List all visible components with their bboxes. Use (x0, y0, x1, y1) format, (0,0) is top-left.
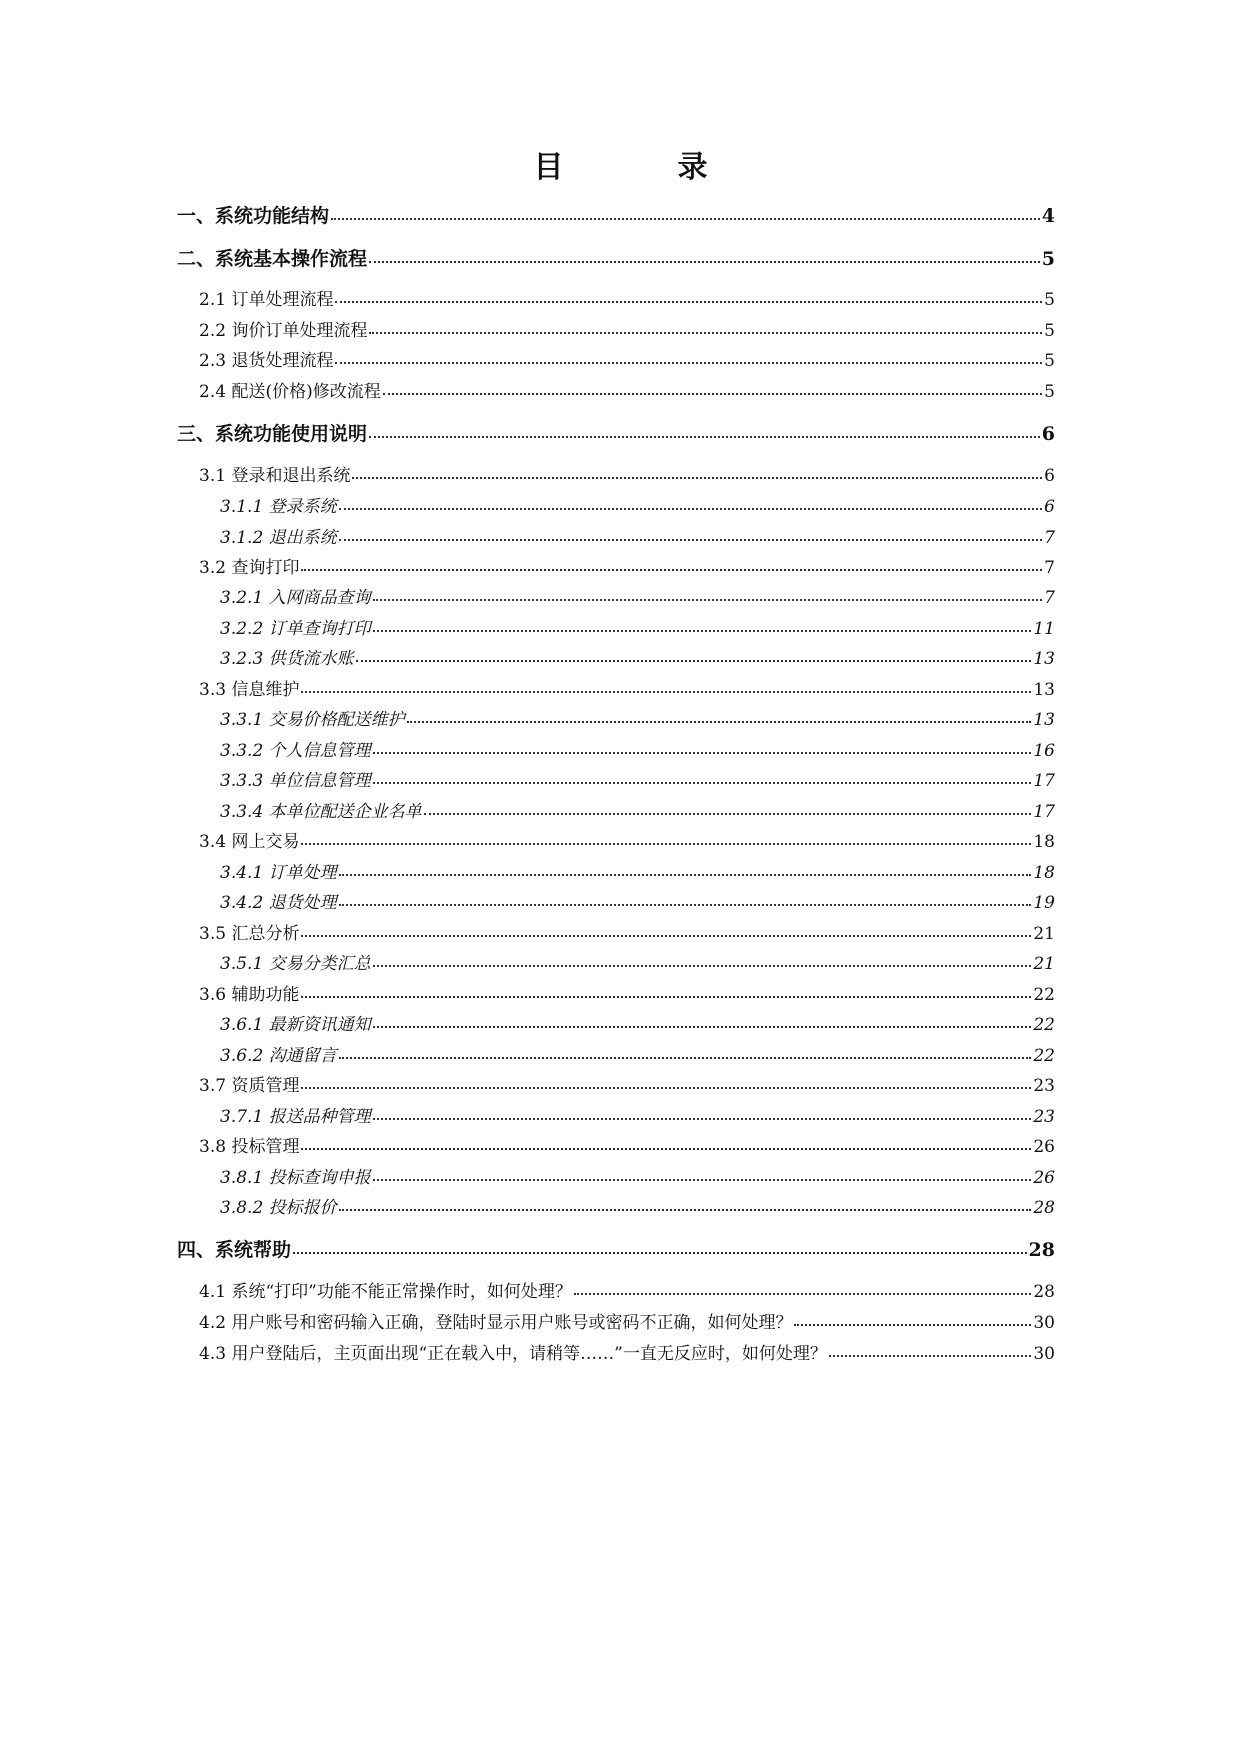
dot-leader (373, 1166, 1032, 1183)
toc-entry-page-number: 21 (1033, 924, 1055, 944)
toc-entry-label: 四、系统帮助 (177, 1239, 292, 1261)
toc-entry-label: 3.4 网上交易 (199, 832, 300, 852)
toc-entry-page-number: 22 (1033, 1046, 1055, 1066)
toc-entry-label: 3.1.1 登录系统 (220, 497, 337, 517)
toc-entry[interactable] (199, 286, 1055, 314)
toc-entry[interactable] (220, 767, 1055, 795)
toc-entry-page-number: 23 (1033, 1107, 1055, 1127)
toc-entry-label: 3.3.3 单位信息管理 (220, 771, 371, 791)
toc-entry-page-number: 6 (1044, 466, 1055, 486)
toc-entry-label: 3.4.2 退货处理 (220, 893, 337, 913)
toc-entry-label: 2.1 订单处理流程 (199, 290, 334, 310)
dot-leader (339, 526, 1043, 543)
toc-entry[interactable] (220, 584, 1055, 612)
dot-leader (829, 1342, 1032, 1359)
toc-entry[interactable] (220, 524, 1055, 552)
dot-leader (339, 861, 1032, 878)
dot-leader (352, 464, 1042, 481)
toc-entry-label: 3.8.1 投标查询申报 (220, 1168, 371, 1188)
toc-entry-page-number: 18 (1033, 832, 1055, 852)
toc-entry-page-number: 21 (1033, 954, 1055, 974)
toc-entry[interactable] (220, 798, 1055, 826)
toc-entry[interactable] (220, 1164, 1055, 1192)
toc-entry-label: 3.2.1 入网商品查询 (220, 588, 371, 608)
toc-entry-page-number: 5 (1044, 382, 1055, 402)
toc-entry[interactable] (220, 1011, 1055, 1039)
dot-leader (373, 586, 1043, 603)
dot-leader (301, 1135, 1031, 1152)
dot-leader (301, 922, 1031, 939)
toc-entry[interactable] (220, 1042, 1055, 1070)
toc-entry-page-number: 28 (1033, 1282, 1055, 1302)
toc-entry-page-number: 13 (1033, 649, 1055, 669)
toc-entry-page-number: 5 (1041, 248, 1055, 270)
toc-entry[interactable] (220, 706, 1055, 734)
dot-leader (369, 319, 1042, 336)
toc-entry-label: 2.3 退货处理流程 (199, 351, 334, 371)
toc-entry[interactable] (220, 737, 1055, 765)
toc-entry-label: 3.6.1 最新资讯通知 (220, 1015, 371, 1035)
dot-leader (369, 421, 1040, 440)
toc-entry-page-number: 7 (1044, 528, 1055, 548)
toc-entry[interactable] (220, 950, 1055, 978)
toc-entry-page-number: 5 (1044, 351, 1055, 371)
toc-entry-label: 一、系统功能结构 (177, 205, 330, 227)
toc-entry-page-number: 30 (1033, 1313, 1055, 1333)
toc-entry-page-number: 19 (1033, 893, 1055, 913)
toc-entry-page-number: 7 (1044, 558, 1055, 578)
toc-entry-label: 4.3 用户登陆后，主页面出现“正在载入中，请稍等……”一直无反应时，如何处理？ (199, 1344, 827, 1364)
dot-leader (331, 203, 1040, 222)
toc-entry-label: 3.2.2 订单查询打印 (220, 619, 371, 639)
toc-entry[interactable] (220, 1194, 1055, 1222)
toc-entry[interactable] (199, 554, 1055, 582)
dot-leader (574, 1280, 1032, 1297)
toc-entry-page-number: 13 (1033, 680, 1055, 700)
toc-entry-label: 3.1.2 退出系统 (220, 528, 337, 548)
toc-entry-label: 3.7.1 报送品种管理 (220, 1107, 371, 1127)
dot-leader (407, 708, 1032, 725)
toc-entry[interactable] (199, 1309, 1055, 1337)
toc-entry[interactable] (199, 1278, 1055, 1306)
dot-leader (339, 495, 1043, 512)
toc-entry-page-number: 22 (1033, 985, 1055, 1005)
dot-leader (301, 556, 1042, 573)
toc-entry[interactable] (199, 920, 1055, 948)
toc-entry-label: 2.4 配送(价格)修改流程 (199, 382, 381, 402)
toc-entry[interactable] (220, 859, 1055, 887)
toc-entry-page-number: 28 (1033, 1198, 1055, 1218)
dot-leader (794, 1311, 1031, 1328)
dot-leader (339, 1044, 1032, 1061)
toc-entry-label: 4.1 系统“打印”功能不能正常操作时，如何处理？ (199, 1282, 572, 1302)
toc-entry-page-number: 23 (1033, 1076, 1055, 1096)
dot-leader (301, 678, 1031, 695)
toc-entry[interactable] (199, 1133, 1055, 1161)
dot-leader (373, 1013, 1032, 1030)
toc-entry[interactable] (199, 828, 1055, 856)
toc-entry-label: 三、系统功能使用说明 (177, 423, 368, 445)
toc-entry[interactable] (199, 462, 1055, 490)
dot-leader (301, 830, 1031, 847)
dot-leader (339, 1196, 1032, 1213)
toc-entry[interactable] (220, 615, 1055, 643)
toc-entry[interactable] (220, 493, 1055, 521)
toc-entry[interactable] (199, 981, 1055, 1009)
dot-leader (373, 617, 1032, 634)
dot-leader (301, 1074, 1031, 1091)
dot-leader (293, 1237, 1027, 1256)
toc-entry-page-number: 17 (1033, 771, 1055, 791)
toc-entry-page-number: 13 (1033, 710, 1055, 730)
toc-entry[interactable] (177, 245, 1055, 273)
toc-entry-label: 3.4.1 订单处理 (220, 863, 337, 883)
toc-entry-label: 3.5.1 交易分类汇总 (220, 954, 371, 974)
toc-entry[interactable] (199, 676, 1055, 704)
toc-entry[interactable] (199, 378, 1055, 406)
toc-entry-page-number: 17 (1033, 802, 1055, 822)
toc-entry-label: 3.3.2 个人信息管理 (220, 741, 371, 761)
toc-entry-page-number: 30 (1033, 1344, 1055, 1364)
toc-entry-label: 3.8 投标管理 (199, 1137, 300, 1157)
toc-entry[interactable] (220, 1103, 1055, 1131)
toc-entry-page-number: 26 (1033, 1168, 1055, 1188)
toc-entry[interactable] (220, 645, 1055, 673)
dot-leader (424, 800, 1032, 817)
dot-leader (373, 739, 1032, 756)
toc-entry-label: 2.2 询价订单处理流程 (199, 321, 368, 341)
toc-entry-label: 3.3 信息维护 (199, 680, 300, 700)
toc-entry-label: 3.3.1 交易价格配送维护 (220, 710, 405, 730)
toc-entry-label: 3.3.4 本单位配送企业名单 (220, 802, 422, 822)
toc-entry[interactable] (199, 317, 1055, 345)
toc-entry-page-number: 5 (1044, 321, 1055, 341)
dot-leader (373, 1105, 1032, 1122)
toc-entry[interactable] (199, 347, 1055, 375)
dot-leader (356, 647, 1032, 664)
toc-entry-page-number: 7 (1044, 588, 1055, 608)
dot-leader (335, 288, 1042, 305)
toc-entry-page-number: 4 (1041, 205, 1055, 227)
toc-entry-page-number: 16 (1033, 741, 1055, 761)
dot-leader (339, 891, 1032, 908)
page-title: 目 录 (533, 150, 750, 185)
toc-entry-page-number: 6 (1044, 497, 1055, 517)
dot-leader (373, 769, 1032, 786)
toc-entry[interactable] (177, 420, 1055, 448)
toc-entry-page-number: 26 (1033, 1137, 1055, 1157)
dot-leader (369, 246, 1040, 265)
toc-entry-label: 3.2.3 供货流水账 (220, 649, 354, 669)
dot-leader (335, 349, 1042, 366)
toc-entry[interactable] (199, 1072, 1055, 1100)
toc-entry-label: 3.6 辅助功能 (199, 985, 300, 1005)
toc-entry-page-number: 11 (1033, 619, 1055, 639)
toc-entry-label: 3.5 汇总分析 (199, 924, 300, 944)
toc-entry-label: 3.7 资质管理 (199, 1076, 300, 1096)
toc-entry-label: 4.2 用户账号和密码输入正确，登陆时显示用户账号或密码不正确，如何处理？ (199, 1313, 793, 1333)
toc-entry-label: 3.6.2 沟通留言 (220, 1046, 337, 1066)
dot-leader (301, 983, 1031, 1000)
dot-leader (373, 952, 1032, 969)
toc-entry-page-number: 6 (1041, 423, 1055, 445)
toc-entry[interactable] (199, 1340, 1055, 1368)
toc-entry[interactable] (177, 202, 1055, 230)
toc-entry-page-number: 5 (1044, 290, 1055, 310)
toc-entry-page-number: 18 (1033, 863, 1055, 883)
toc-entry-label: 3.1 登录和退出系统 (199, 466, 351, 486)
toc-entry-page-number: 28 (1028, 1239, 1055, 1261)
toc-entry-label: 3.8.2 投标报价 (220, 1198, 337, 1218)
toc-entry-label: 3.2 查询打印 (199, 558, 300, 578)
dot-leader (383, 380, 1042, 397)
toc-entry-label: 二、系统基本操作流程 (177, 248, 368, 270)
toc-entry[interactable] (177, 1236, 1055, 1264)
toc-entry-page-number: 22 (1033, 1015, 1055, 1035)
toc-entry[interactable] (220, 889, 1055, 917)
